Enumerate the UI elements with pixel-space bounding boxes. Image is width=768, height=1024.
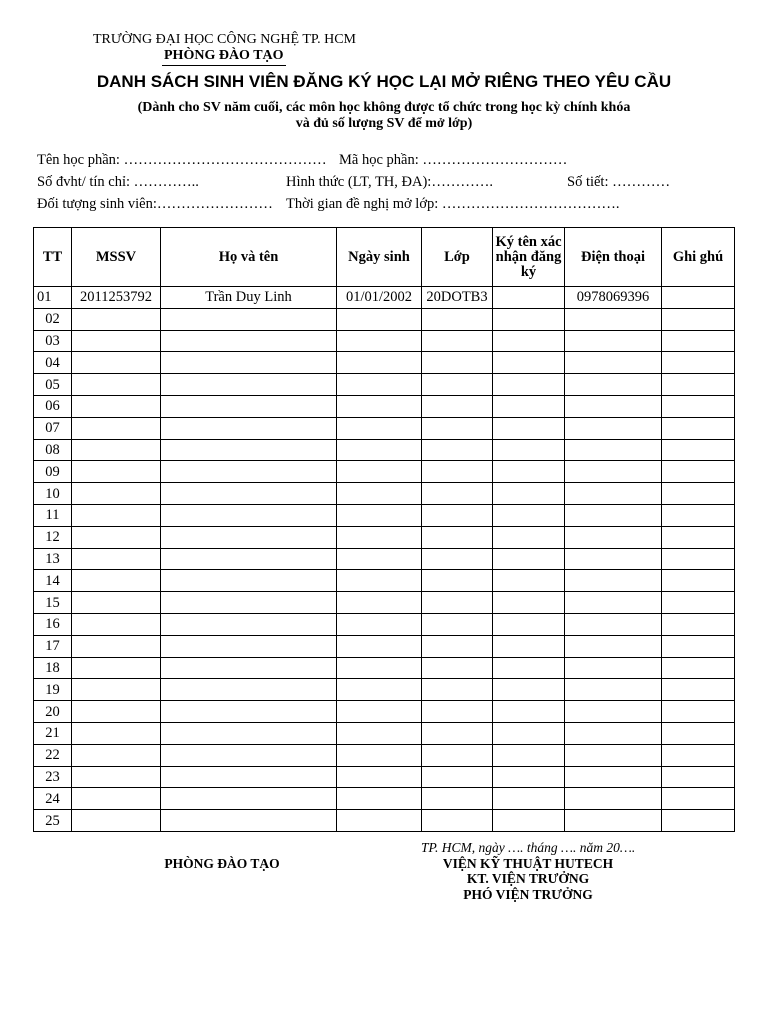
document-subtitle-line1: (Dành cho SV năm cuối, các môn học không được tổ chức trong học kỳ chính khóa — [137, 100, 631, 115]
signature-cell — [493, 483, 565, 505]
class — [422, 570, 493, 592]
table-row — [34, 308, 735, 330]
date-of-birth — [337, 592, 422, 614]
table-row — [34, 810, 735, 832]
header-signature: Ký tên xác nhận đăng ký — [493, 228, 565, 287]
signature-cell — [493, 722, 565, 744]
format-field: Hình thức (LT, TH, ĐA):…………. — [286, 174, 493, 190]
signature-cell — [493, 766, 565, 788]
right-signature-line3: PHÓ VIỆN TRƯỞNG — [463, 887, 593, 902]
student-id — [72, 308, 161, 330]
row-number: 13 — [34, 548, 72, 570]
class — [422, 461, 493, 483]
phone — [565, 526, 662, 548]
signature-cell — [493, 308, 565, 330]
class — [422, 657, 493, 679]
note — [662, 701, 735, 723]
date-of-birth — [337, 483, 422, 505]
full-name — [161, 417, 337, 439]
row-number: 06 — [34, 395, 72, 417]
note — [662, 526, 735, 548]
row-number: 02 — [34, 308, 72, 330]
course-name-field: Tên học phần: …………………………………… — [37, 152, 327, 168]
school-name: TRƯỜNG ĐẠI HỌC CÔNG NGHỆ TP. HCM — [93, 32, 357, 47]
row-number: 10 — [34, 483, 72, 505]
row-number: 23 — [34, 766, 72, 788]
note — [662, 592, 735, 614]
note — [662, 722, 735, 744]
signature-cell — [493, 635, 565, 657]
class — [422, 701, 493, 723]
note — [662, 570, 735, 592]
date-of-birth — [337, 374, 422, 396]
target-students-field: Đối tượng sinh viên:…………………… — [37, 196, 273, 212]
date-of-birth — [337, 417, 422, 439]
phone: 0978069396 — [565, 287, 662, 309]
signature-cell — [493, 701, 565, 723]
table-row — [34, 613, 735, 635]
document-subtitle-line2: và đủ số lượng SV để mở lớp) — [295, 116, 473, 131]
signature-cell — [493, 548, 565, 570]
row-number: 01 — [34, 287, 72, 309]
date-of-birth — [337, 788, 422, 810]
table-row — [34, 701, 735, 723]
full-name — [161, 722, 337, 744]
phone — [565, 417, 662, 439]
header-phone: Điện thoại — [565, 228, 662, 287]
date-of-birth: 01/01/2002 — [337, 287, 422, 309]
full-name — [161, 701, 337, 723]
date-of-birth — [337, 504, 422, 526]
table-row — [34, 788, 735, 810]
class — [422, 417, 493, 439]
date-of-birth — [337, 744, 422, 766]
class — [422, 548, 493, 570]
class — [422, 744, 493, 766]
signature-cell — [493, 744, 565, 766]
table-row — [34, 461, 735, 483]
student-id — [72, 526, 161, 548]
class — [422, 526, 493, 548]
full-name — [161, 810, 337, 832]
periods-field: Số tiết: ………… — [567, 174, 671, 190]
phone — [565, 701, 662, 723]
full-name — [161, 308, 337, 330]
student-id — [72, 395, 161, 417]
row-number: 05 — [34, 374, 72, 396]
table-row — [34, 330, 735, 352]
class — [422, 592, 493, 614]
header-name: Họ và tên — [161, 228, 337, 287]
date-of-birth — [337, 395, 422, 417]
header-dob: Ngày sinh — [337, 228, 422, 287]
row-number: 19 — [34, 679, 72, 701]
row-number: 15 — [34, 592, 72, 614]
phone — [565, 810, 662, 832]
note — [662, 635, 735, 657]
student-id — [72, 461, 161, 483]
phone — [565, 308, 662, 330]
right-signature-line1: VIỆN KỸ THUẬT HUTECH — [442, 856, 614, 871]
student-id — [72, 548, 161, 570]
left-signature-title: PHÒNG ĐÀO TẠO — [164, 856, 280, 871]
full-name — [161, 635, 337, 657]
phone — [565, 352, 662, 374]
table-row — [34, 722, 735, 744]
full-name — [161, 483, 337, 505]
full-name — [161, 461, 337, 483]
row-number: 22 — [34, 744, 72, 766]
table-row — [34, 417, 735, 439]
date-of-birth — [337, 657, 422, 679]
phone — [565, 548, 662, 570]
student-id — [72, 504, 161, 526]
signature-cell — [493, 395, 565, 417]
signature-cell — [493, 352, 565, 374]
class — [422, 439, 493, 461]
note — [662, 744, 735, 766]
row-number: 04 — [34, 352, 72, 374]
phone — [565, 483, 662, 505]
row-number: 24 — [34, 788, 72, 810]
student-id — [72, 744, 161, 766]
row-number: 20 — [34, 701, 72, 723]
full-name — [161, 744, 337, 766]
row-number: 11 — [34, 504, 72, 526]
student-id — [72, 701, 161, 723]
note — [662, 352, 735, 374]
proposed-time-field: Thời gian đề nghị mở lớp: ………………………………. — [286, 196, 620, 212]
full-name — [161, 504, 337, 526]
signature-cell — [493, 504, 565, 526]
row-number: 08 — [34, 439, 72, 461]
note — [662, 504, 735, 526]
phone — [565, 374, 662, 396]
date-of-birth — [337, 570, 422, 592]
note — [662, 308, 735, 330]
table-header-row — [34, 228, 735, 287]
class: 20DOTB3 — [422, 287, 493, 309]
table-body — [34, 287, 735, 832]
phone — [565, 788, 662, 810]
full-name — [161, 330, 337, 352]
header-tt: TT — [34, 228, 72, 287]
phone — [565, 679, 662, 701]
full-name — [161, 679, 337, 701]
class — [422, 766, 493, 788]
full-name — [161, 613, 337, 635]
class — [422, 613, 493, 635]
full-name — [161, 548, 337, 570]
department-name: PHÒNG ĐÀO TẠO — [162, 48, 286, 66]
note — [662, 395, 735, 417]
date-of-birth — [337, 548, 422, 570]
date-of-birth — [337, 722, 422, 744]
full-name — [161, 395, 337, 417]
full-name — [161, 526, 337, 548]
date-of-birth — [337, 701, 422, 723]
header-mssv: MSSV — [72, 228, 161, 287]
table-row — [34, 352, 735, 374]
course-code-field: Mã học phần: ………………………… — [339, 152, 568, 168]
header-class: Lớp — [422, 228, 493, 287]
date-of-birth — [337, 439, 422, 461]
credits-field: Số đvht/ tín chỉ: ………….. — [37, 174, 199, 190]
row-number: 14 — [34, 570, 72, 592]
phone — [565, 722, 662, 744]
class — [422, 352, 493, 374]
class — [422, 788, 493, 810]
class — [422, 722, 493, 744]
note — [662, 657, 735, 679]
full-name: Trần Duy Linh — [161, 287, 337, 309]
row-number: 21 — [34, 722, 72, 744]
full-name — [161, 657, 337, 679]
row-number: 18 — [34, 657, 72, 679]
note — [662, 548, 735, 570]
phone — [565, 657, 662, 679]
phone — [565, 330, 662, 352]
note — [662, 613, 735, 635]
student-id — [72, 483, 161, 505]
table-row — [34, 657, 735, 679]
student-id — [72, 766, 161, 788]
phone — [565, 592, 662, 614]
phone — [565, 439, 662, 461]
student-id — [72, 570, 161, 592]
date-of-birth — [337, 613, 422, 635]
class — [422, 395, 493, 417]
signature-cell — [493, 287, 565, 309]
row-number: 17 — [34, 635, 72, 657]
table-row — [34, 635, 735, 657]
student-id — [72, 657, 161, 679]
class — [422, 483, 493, 505]
signature-cell — [493, 613, 565, 635]
note — [662, 287, 735, 309]
signature-cell — [493, 417, 565, 439]
date-of-birth — [337, 526, 422, 548]
student-id — [72, 417, 161, 439]
student-id — [72, 439, 161, 461]
registration-table — [33, 227, 735, 832]
table-row — [34, 395, 735, 417]
student-id — [72, 592, 161, 614]
student-id — [72, 352, 161, 374]
class — [422, 810, 493, 832]
date-line: TP. HCM, ngày …. tháng …. năm 20…. — [421, 840, 636, 855]
row-number: 09 — [34, 461, 72, 483]
full-name — [161, 570, 337, 592]
phone — [565, 504, 662, 526]
signature-cell — [493, 679, 565, 701]
class — [422, 504, 493, 526]
note — [662, 483, 735, 505]
date-of-birth — [337, 330, 422, 352]
table-row — [34, 570, 735, 592]
full-name — [161, 592, 337, 614]
phone — [565, 744, 662, 766]
phone — [565, 395, 662, 417]
signature-cell — [493, 788, 565, 810]
signature-cell — [493, 810, 565, 832]
note — [662, 374, 735, 396]
table-row — [34, 526, 735, 548]
student-id — [72, 330, 161, 352]
note — [662, 461, 735, 483]
class — [422, 635, 493, 657]
class — [422, 330, 493, 352]
signature-cell — [493, 570, 565, 592]
note — [662, 766, 735, 788]
date-of-birth — [337, 352, 422, 374]
student-id — [72, 635, 161, 657]
date-of-birth — [337, 766, 422, 788]
phone — [565, 461, 662, 483]
note — [662, 330, 735, 352]
date-of-birth — [337, 635, 422, 657]
table-row — [34, 548, 735, 570]
row-number: 07 — [34, 417, 72, 439]
note — [662, 788, 735, 810]
signature-cell — [493, 330, 565, 352]
full-name — [161, 788, 337, 810]
table-row — [34, 287, 735, 309]
class — [422, 679, 493, 701]
table-row — [34, 504, 735, 526]
signature-cell — [493, 374, 565, 396]
student-id — [72, 374, 161, 396]
row-number: 25 — [34, 810, 72, 832]
phone — [565, 570, 662, 592]
signature-cell — [493, 657, 565, 679]
signature-cell — [493, 461, 565, 483]
full-name — [161, 439, 337, 461]
student-id — [72, 788, 161, 810]
signature-cell — [493, 592, 565, 614]
class — [422, 308, 493, 330]
student-id: 2011253792 — [72, 287, 161, 309]
table-row — [34, 374, 735, 396]
header-note: Ghi ghú — [662, 228, 735, 287]
phone — [565, 635, 662, 657]
table-row — [34, 766, 735, 788]
signature-cell — [493, 439, 565, 461]
full-name — [161, 374, 337, 396]
full-name — [161, 766, 337, 788]
student-id — [72, 613, 161, 635]
student-id — [72, 679, 161, 701]
phone — [565, 766, 662, 788]
table-row — [34, 592, 735, 614]
right-signature-line2: KT. VIỆN TRƯỞNG — [466, 871, 590, 886]
date-of-birth — [337, 810, 422, 832]
table-row — [34, 679, 735, 701]
date-of-birth — [337, 308, 422, 330]
row-number: 16 — [34, 613, 72, 635]
row-number: 12 — [34, 526, 72, 548]
row-number: 03 — [34, 330, 72, 352]
student-id — [72, 722, 161, 744]
phone — [565, 613, 662, 635]
table-row — [34, 483, 735, 505]
table-row — [34, 439, 735, 461]
date-of-birth — [337, 461, 422, 483]
note — [662, 810, 735, 832]
note — [662, 439, 735, 461]
full-name — [161, 352, 337, 374]
note — [662, 679, 735, 701]
class — [422, 374, 493, 396]
date-of-birth — [337, 679, 422, 701]
document-title: DANH SÁCH SINH VIÊN ĐĂNG KÝ HỌC LẠI MỞ RIÊNG THEO YÊU CẦU — [96, 72, 672, 91]
student-id — [72, 810, 161, 832]
signature-cell — [493, 526, 565, 548]
table-row — [34, 744, 735, 766]
note — [662, 417, 735, 439]
